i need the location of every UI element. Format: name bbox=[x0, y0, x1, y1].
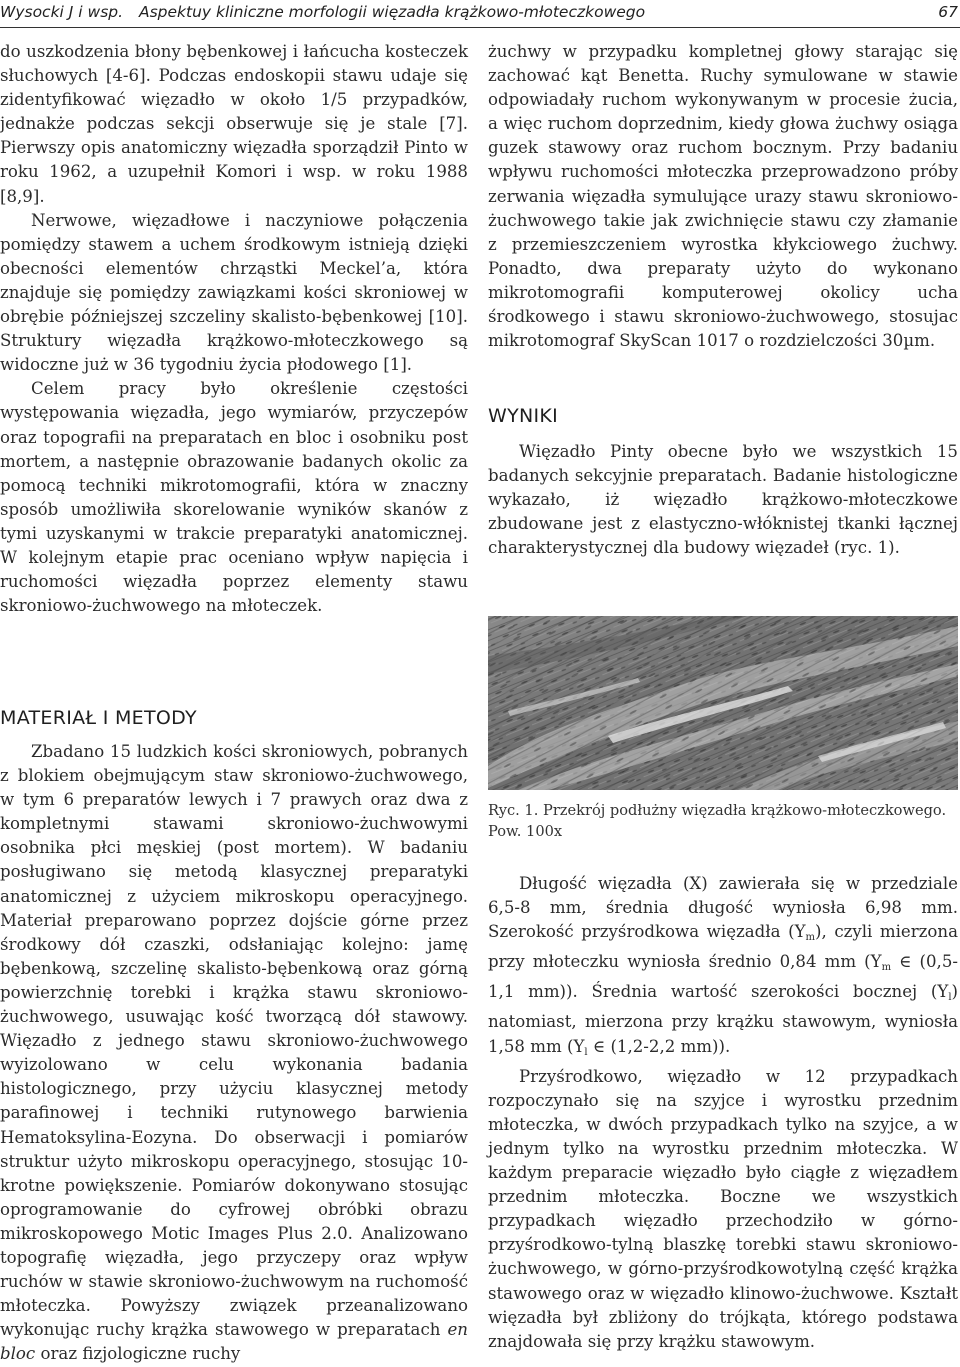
methods-paragraph bbox=[0, 740, 468, 1366]
running-header bbox=[0, 0, 960, 30]
methods-heading: MATERIAŁ I METODY bbox=[0, 707, 197, 729]
page-number: 67 bbox=[938, 3, 958, 21]
measurements-text-1: Długość więzadła (X) zawierała się w przedziale 6,5-8 mm, średnia długość wyniosła 6,98 mm. Szerokość przyśrodkowa więzadła (Y bbox=[488, 874, 958, 942]
figure-caption-label: Ryc. 1. bbox=[488, 802, 539, 819]
methods-text: Zbadano 15 ludzkich kości skroniowych, pobranych z blokiem obejmującym staw skroniowo-żuchwowego, w tym 6 preparatów lewych i 7 prawych oraz dwa z kompletnymi stawami skroniowo-żuchwowymi osobnika płci męskiej (post mortem). W badaniu posługiwano się metodą klasycznej preparatyki anatomicznej z użyciem mikroskopu operacyjnego. Materiał preparowano poprzez dojście górne przez środkowy dół czaszki, odsłaniając kolejno: jamę bębenkową, szczelinę skalisto-bębenkową oraz górną powierzchnię torebki i krążka stawu skroniowo-żuchwowego, usuwając kość tworzącą dół stawowy. Więzadło z jednego stawu skroniowo-żuchwowego wyizolowano w celu wykonania badania histologicznego, przy użyciu klasycznej metody parafinowej i techniki rutynowego barwienia Hematoksylina-Eozyna. Do obserwacji i pomiarów struktur użyto mikroskopu operacyjnego, stosując 10-krotne powiększenie. Pomiarów dokonywano stosując oprogramowanie do cyfrowej obróbki obrazu mikroskopowego Motic Images Plus 2.0. Analizowano topografię więzadła, jego przyczepy oraz wpływ ruchów w stawie skroniowo-żuchwowym na ruchomość młoteczka. Powyższy związek przeanalizowano wykonując ruchy krążka stawowego w preparatach bbox=[0, 742, 468, 1340]
subscript-l-1: l bbox=[948, 992, 952, 1004]
figure-caption bbox=[488, 800, 958, 842]
header-title bbox=[0, 3, 645, 21]
measurements-text-2: ), czyli mierzona przy młoteczku wyniosła średnio 0,84 mm (Y bbox=[488, 922, 958, 972]
left-column-top bbox=[0, 40, 468, 618]
subscript-m-2: m bbox=[881, 962, 892, 974]
methods-italic-term: en bloc bbox=[0, 1320, 468, 1364]
figure-caption-text: Przekrój podłużny więzadła krążkowo-młoteczkowego. Pow. 100x bbox=[488, 802, 947, 840]
aim-paragraph: Celem pracy było określenie częstości występowania więzadła, jego wymiarów, przyczepów oraz topografii na preparatach en bloc i osobniku post mortem, a następnie obrazowanie badanych okolic za pomocą techniki mikrotomografii, która w znaczny sposób umożliwiła skorelowanie wyników skanów z tymi uzyskanymi w trakcie preparatyki anatomicznej. W kolejnym etapie prac oceniano wpływ napięcia i ruchomości więzadła poprzez elementy stawu skroniowo-żuchwowego na młoteczek. bbox=[0, 379, 468, 616]
results-paragraph: Więzadło Pinty obecne było we wszystkich 15 badanych sekcyjnie preparatach. Badanie histologiczne wykazało, iż więzadło krążkowo-młoteczkowe zbudowane jest z elastyczno-włóknistej tkanki łącznej charakterystycznej dla budowy więzadeł (ryc. 1). bbox=[488, 442, 958, 558]
attachment-paragraph: Przyśrodkowo, więzadło w 12 przypadkach rozpoczynało się na szyjce i wyrostku przednim młoteczka, w dwóch przypadkach tylko na szyjce, a w jednym tylko na wyrostku przednim młoteczka. W każdym preparacie więzadło było ciągłe z więzadłem przednim młoteczka. Boczne we wszystkich przypadkach więzadło przechodziło w górno-przyśrodkowo-tylną blaszkę torebki stawu skroniowo-żuchwowego, w górno-przyśrodkowotylną część krążka stawowego oraz w więzadło klinowo-żuchwowe. Kształt więzadła był zbliżony do trójkąta, którego podstawa znajdowała się przy krążku stawowym. bbox=[488, 1066, 958, 1351]
header-rule bbox=[0, 27, 960, 28]
methods-text-end: oraz fizjologiczne ruchy bbox=[40, 1344, 241, 1364]
measurements-text-5: ∈ (1,2-2,2 mm)). bbox=[587, 1036, 731, 1056]
left-column-methods bbox=[0, 740, 468, 1366]
right-column-bottom bbox=[488, 872, 958, 1354]
measurements-paragraph bbox=[488, 872, 958, 1065]
header-author: Wysocki J i wsp. bbox=[0, 3, 124, 21]
subscript-l-2: l bbox=[584, 1046, 588, 1058]
continuation-paragraph: żuchwy w przypadku kompletnej głowy starając się zachować kąt Benetta. Ruchy symulowane w stawie odpowiadały ruchom wykonywanym w procesie żucia, a więc ruchom doprzednim, kiedy głowa żuchwy osiąga guzek stawowy oraz ruchom bocznym. Przy badaniu wpływu ruchomości młoteczka przeprowadzono próby zerwania więzadła symulujące urazy stawu skroniowo-żuchwowego takie jak zwichnięcie stawu czy złamanie z przemieszczeniem wyrostka kłykciowego żuchwy. Ponadto, dwa preparaty użyto do wykonano mikrotomografii komputerowej okolicy ucha środkowego i stawu skroniowo-żuchwowego, stosujac mikrotomograf SkyScan 1017 o rozdzielczości 30µm. bbox=[488, 42, 958, 351]
intro-paragraph: do uszkodzenia błony bębenkowej i łańcucha kosteczek słuchowych [4-6]. Podczas endoskopii stawu udaje się zidentyfikować więzadło w około 1/5 przypadków, jednakże podczas sekcji obserwuje się je stale [7]. Pierwszy opis anatomiczny więzadła sporządził Pinto w roku 1962, a uzupełnił Komori i wsp. w roku 1988 [8,9]. bbox=[0, 42, 468, 206]
connections-paragraph: Nerwowe, więzadłowe i naczyniowe połączenia pomiędzy stawem a uchem środkowym istnieją dzięki obecności elementów chrząstki Meckel’a, która znajduje się pomiędzy zawiązkami kości skroniowej w obrębie późniejszej szczeliny skalisto-bębenkowej [10]. Struktury więzadła krążkowo-młoteczkowego są widoczne już w 36 tygodniu życia płodowego [1]. bbox=[0, 210, 468, 375]
right-column-top bbox=[488, 40, 958, 353]
results-block bbox=[488, 440, 958, 560]
histology-figure bbox=[488, 616, 958, 790]
measurements-text-3: ∈ (0,5-1,1 mm)). Średnia wartość szerokości bocznej (Y bbox=[488, 952, 958, 1002]
measurements-text-4: ) natomiast, mierzona przy krążku stawowym, wyniosła 1,58 mm (Y bbox=[488, 982, 958, 1056]
results-heading: WYNIKI bbox=[488, 405, 559, 427]
header-article-title: Aspektuy kliniczne morfologii więzadła krążkowo-młoteczkowego bbox=[138, 3, 646, 21]
histology-image bbox=[488, 616, 958, 790]
subscript-m-1: m bbox=[805, 932, 816, 944]
